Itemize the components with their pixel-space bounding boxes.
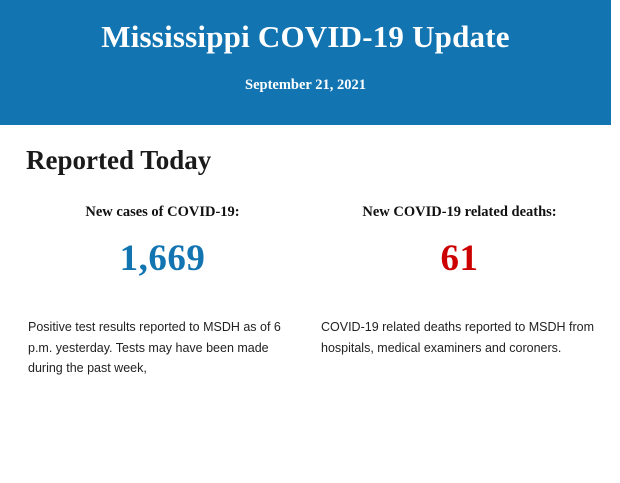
new-deaths-description: COVID-19 related deaths reported to MSDH from hospitals, medical examiners and coroners. [321, 320, 595, 355]
stat-new-deaths [311, 204, 608, 280]
new-cases-description: Positive test results reported to MSDH as of 6 p.m. yesterday. Tests may have been made during the past week, [28, 320, 281, 376]
stat-new-cases-value: 1,669 [119, 238, 206, 279]
header-banner [0, 0, 611, 125]
stat-new-cases [14, 204, 311, 280]
stat-new-deaths-value: 61 [440, 238, 479, 279]
stat-new-deaths-label: New COVID-19 related deaths: [362, 204, 557, 220]
stats-row [0, 204, 620, 280]
stat-new-cases-label: New cases of COVID-19: [85, 204, 240, 220]
report-date: September 21, 2021 [245, 77, 366, 94]
section-heading: Reported Today [26, 145, 212, 175]
descriptions-row [0, 317, 620, 379]
page-title: Mississippi COVID-19 Update [101, 19, 510, 54]
